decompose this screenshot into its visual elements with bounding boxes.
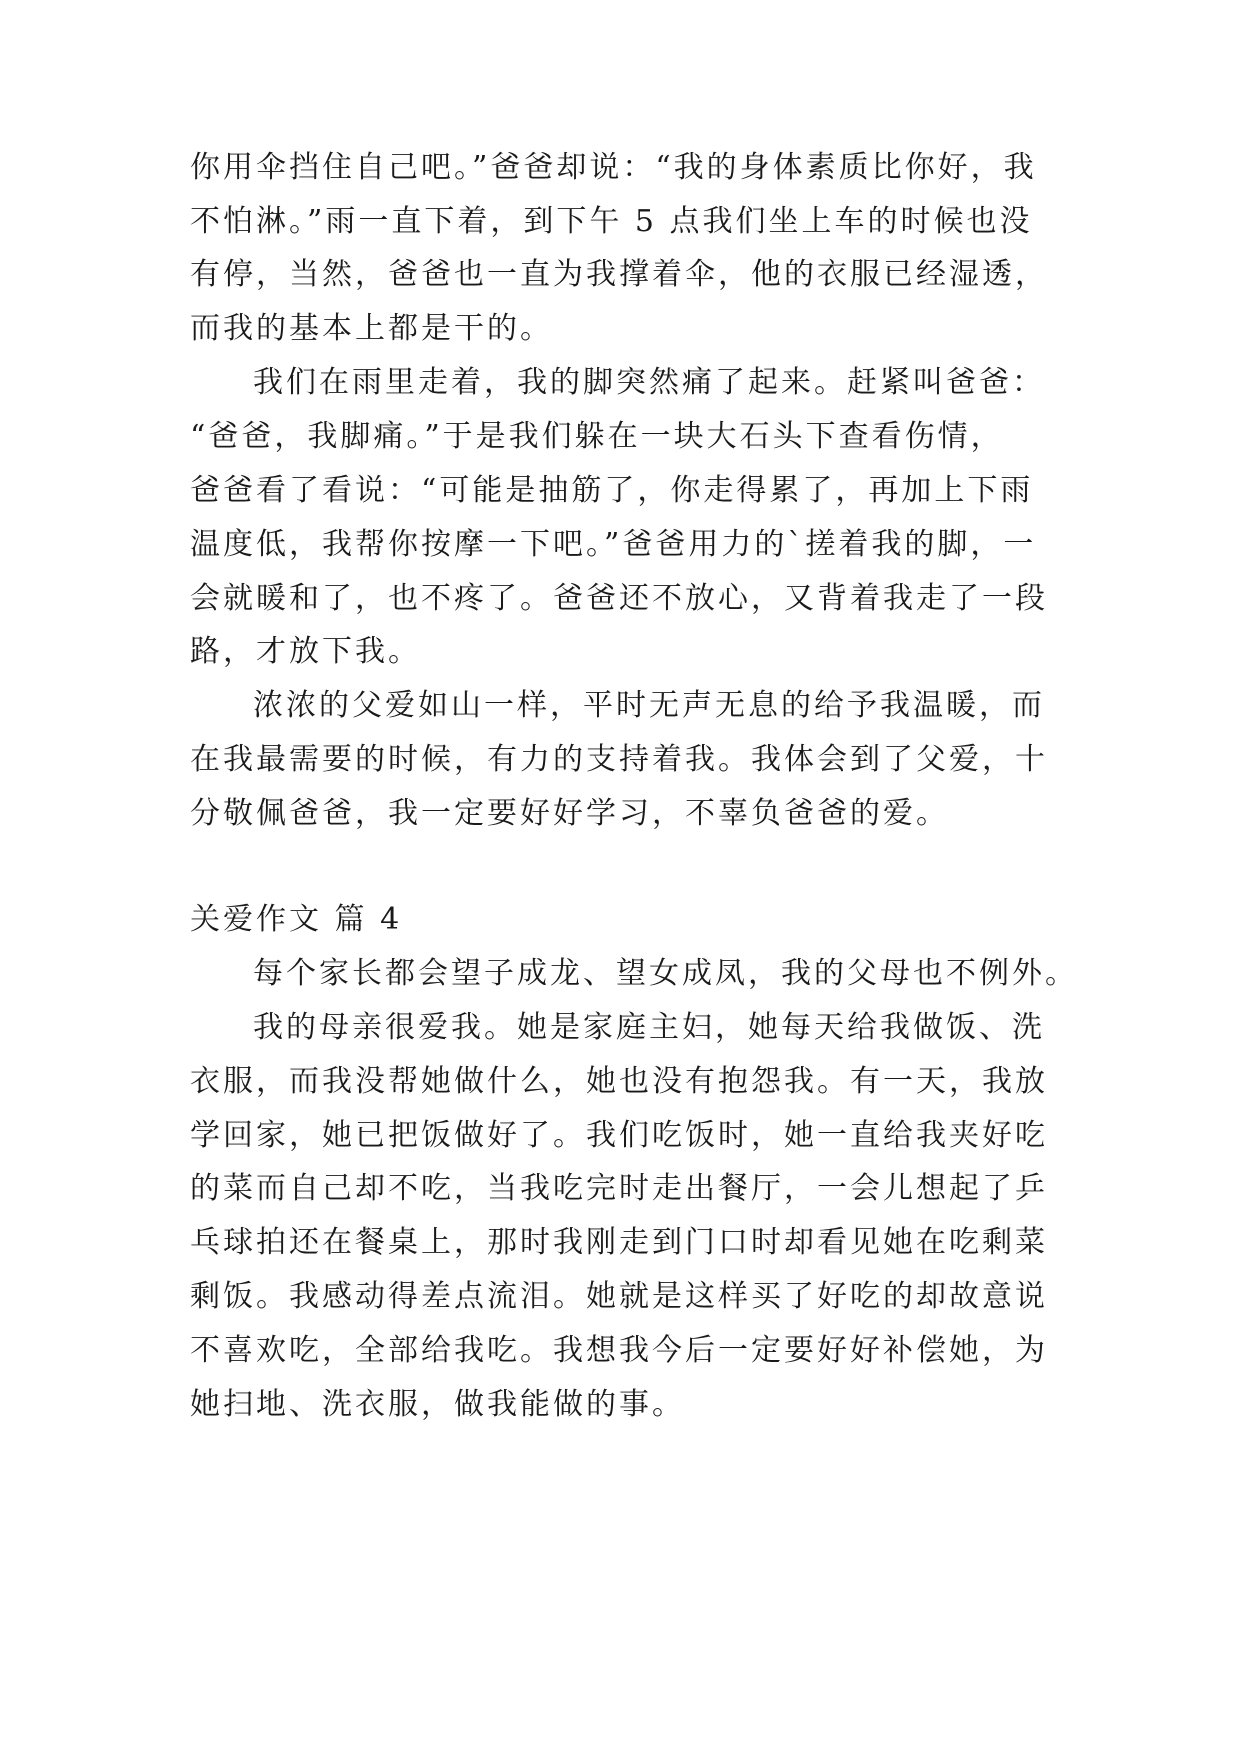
text-line: 温度低，我帮你按摩一下吧。”爸爸用力的`搓着我的脚，一	[190, 527, 1037, 562]
text-line: 会就暖和了，也不疼了。爸爸还不放心，又背着我走了一段	[190, 581, 1048, 616]
text-line: 衣服，而我没帮她做什么，她也没有抱怨我。有一天，我放	[190, 1064, 1048, 1099]
text-line: 而我的基本上都是干的。	[190, 311, 553, 346]
section-heading: 关爱作文 篇 4	[190, 902, 403, 937]
text-line: 你用伞挡住自己吧。”爸爸却说：“我的身体素质比你好，我	[190, 150, 1037, 185]
text-line: 的菜而自己却不吃，当我吃完时走出餐厅，一会儿想起了乒	[190, 1171, 1048, 1206]
text-line: 她扫地、洗衣服，做我能做的事。	[190, 1387, 685, 1422]
text-line: 在我最需要的时候，有力的支持着我。我体会到了父爱，十	[190, 742, 1048, 777]
text-line: 不怕淋。”雨一直下着，到下午 5 点我们坐上车的时候也没	[190, 204, 1033, 239]
text-line: 有停，当然，爸爸也一直为我撑着伞，他的衣服已经湿透，	[190, 257, 1048, 292]
text-line: 分敬佩爸爸，我一定要好好学习，不辜负爸爸的爱。	[190, 796, 949, 831]
text-line: 我们在雨里走着，我的脚突然痛了起来。赶紧叫爸爸：	[253, 365, 1045, 400]
text-line: 浓浓的父爱如山一样，平时无声无息的给予我温暖，而	[253, 688, 1045, 723]
text-line: 不喜欢吃，全部给我吃。我想我今后一定要好好补偿她，为	[190, 1333, 1048, 1368]
text-line: 我的母亲很爱我。她是家庭主妇，她每天给我做饭、洗	[253, 1010, 1045, 1045]
text-line: “爸爸，我脚痛。”于是我们躲在一块大石头下查看伤情，	[190, 419, 1004, 454]
text-line: 爸爸看了看说：“可能是抽筋了，你走得累了，再加上下雨	[190, 473, 1034, 508]
text-line: 学回家，她已把饭做好了。我们吃饭时，她一直给我夹好吃	[190, 1118, 1048, 1153]
text-line: 乓球拍还在餐桌上，那时我刚走到门口时却看见她在吃剩菜	[190, 1225, 1048, 1260]
text-line: 每个家长都会望子成龙、望女成凤，我的父母也不例外。	[253, 956, 1078, 991]
text-line: 路，才放下我。	[190, 634, 421, 669]
text-line: 剩饭。我感动得差点流泪。她就是这样买了好吃的却故意说	[190, 1279, 1048, 1314]
